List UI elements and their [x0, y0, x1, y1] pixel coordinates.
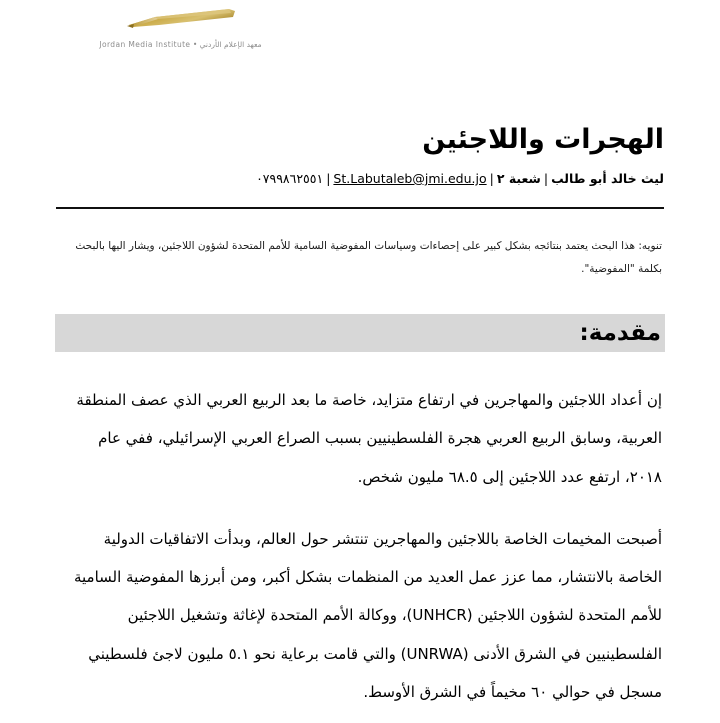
- body-paragraph: أصبحت المخيمات الخاصة باللاجئين والمهاجرين تنتشر حول العالم، وبدأت الاتفاقيات الدولية الخاصة بالانتشار، مما عزز عمل العديد من المنظمات بشكل أكبر، ومن أبرزها المفوضية السامية للأمم المتحدة لشؤون اللاجئين (UNHCR)، ووكالة الأمم المتحدة لإغاثة وتشغيل اللاجئين الفلسطينيين في الشرق الأدنى (UNRWA) والتي قامت برعاية نحو ٥.١ مليون لاجئ فلسطيني مسجل في حوالي ٦٠ مخيماً في الشرق الأوسط.: [73, 529, 662, 701]
- byline-separator-2: |: [489, 171, 494, 186]
- byline-email-link[interactable]: St.Labutaleb@jmi.edu.jo: [333, 171, 487, 186]
- page-title: الهجرات واللاجئين: [422, 124, 664, 156]
- header-divider: [56, 207, 664, 209]
- logo-text: معهد الإعلام الأردني • Jordan Media Institute: [99, 40, 262, 49]
- byline-author: ليث خالد أبو طالب: [551, 171, 664, 186]
- byline-phone: ٠٧٩٩٨٦٢٥٥١: [256, 171, 324, 186]
- byline: [56, 170, 664, 189]
- gold-pen-icon: [125, 6, 237, 36]
- document-body: [58, 381, 662, 719]
- body-paragraph: إن أعداد اللاجئين والمهاجرين في ارتفاع متزايد، خاصة ما بعد الربيع العربي الذي عصف المنطقة العربية، وسابق الربيع العربي هجرة الفلسطينيين بسبب الصراع العربي الإسرائيلي، ففي عام ٢٠١٨، ارتفع عدد اللاجئين إلى ٦٨.٥ مليون شخص.: [76, 391, 662, 486]
- byline-section: شعبة ٢: [496, 171, 541, 186]
- byline-separator-3: |: [326, 171, 331, 186]
- section-heading-text: مقدمة:: [579, 319, 661, 346]
- section-heading-banner: [55, 314, 665, 352]
- byline-separator-1: |: [543, 171, 549, 186]
- disclaimer-note: تنويه: هذا البحث يعتمد بنتائجه بشكل كبير على إحصاءات وسياسات المفوضية السامية للأمم المتحدة لشؤون اللاجئين، ويشار اليها بالبحث بكلمة "المفوضية".: [75, 239, 662, 276]
- institute-logo: [88, 6, 273, 49]
